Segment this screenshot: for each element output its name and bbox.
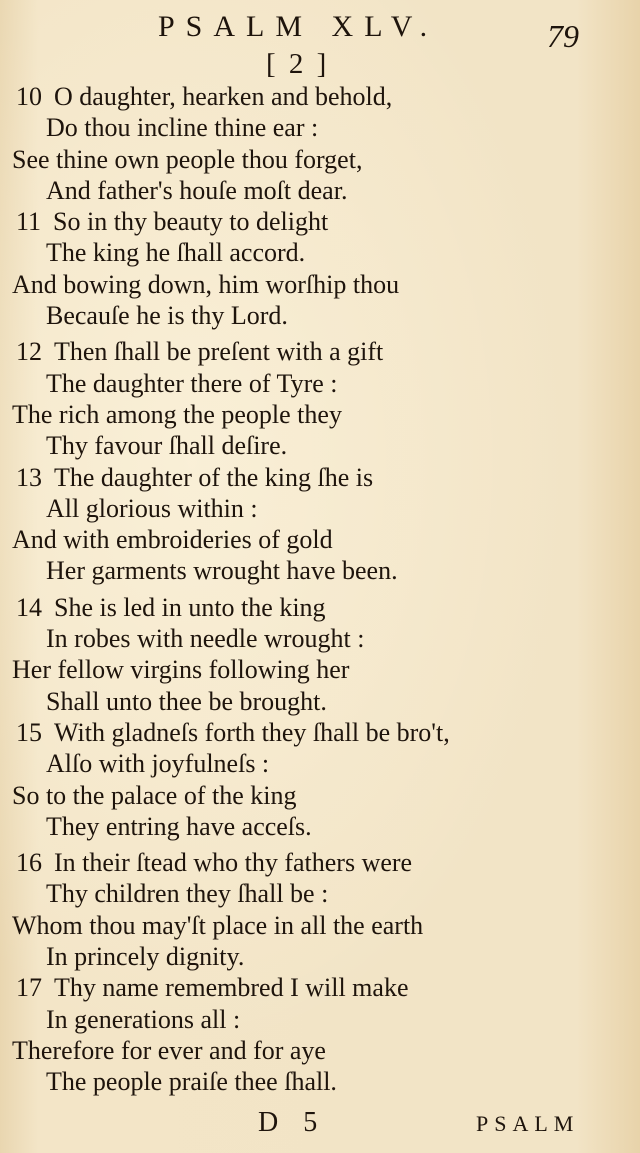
verse-line: Her fellow virgins following her (12, 655, 350, 685)
verse-line (0, 717, 640, 748)
verse-line: See thine own people thou forget, (12, 144, 363, 174)
stanza-11 (0, 206, 640, 331)
section-marker: [ 2 ] (266, 48, 330, 80)
verse-number: 11 (16, 207, 42, 237)
verse-number: 10 (16, 82, 42, 111)
verse-line: In princely dignity. (46, 942, 245, 972)
verse-line: The daughter there of Tyre : (46, 368, 338, 398)
verse-line: Her garments wrought have been. (46, 556, 398, 586)
verse-line: So to the palace of the king (12, 780, 297, 810)
verse-line (0, 81, 640, 112)
verse-text: Then ſhall be preſent with a gift (54, 337, 384, 367)
verse-line: Shall unto thee be brought. (46, 686, 327, 716)
verse-line (0, 847, 640, 878)
verse-line: And with embroideries of gold (12, 525, 333, 555)
verse-line: Becauſe he is thy Lord. (46, 301, 288, 331)
stanza-14 (0, 592, 640, 717)
verse-line: All glorious within : (46, 493, 258, 523)
verse-line: In robes with needle wrought : (46, 624, 365, 654)
verse-line: Alſo with joyfulneſs : (46, 749, 270, 779)
verse-number: 13 (16, 462, 42, 492)
verse-line: In generations all : (46, 1004, 241, 1034)
verse-number: 16 (16, 848, 42, 878)
verse-text: Thy name remembred I will make (54, 973, 409, 1003)
verse-line: They entring have acceſs. (46, 811, 312, 841)
verse-block (0, 81, 640, 1098)
catchword: PSALM (476, 1111, 580, 1136)
verse-line: Therefore for ever and for aye (12, 1035, 326, 1065)
verse-line: The rich among the people they (12, 399, 342, 429)
verse-number: 15 (16, 717, 42, 747)
verse-line (0, 592, 640, 623)
verse-text: The daughter of the king ſhe is (54, 462, 374, 492)
stanza-17 (0, 972, 640, 1097)
stanza-13 (0, 462, 640, 587)
verse-line (0, 462, 640, 493)
verse-line: And father's houſe moſt dear. (46, 175, 348, 205)
verse-line: Whom thou may'ſt place in all the earth (12, 910, 424, 940)
verse-line: Thy favour ſhall deſire. (46, 431, 288, 461)
verse-line (0, 972, 640, 1003)
verse-line: Do thou incline thine ear : (46, 113, 319, 143)
verse-text: In their ſtead who thy fathers were (54, 848, 413, 878)
verse-line (0, 206, 640, 237)
verse-line (0, 336, 640, 367)
verse-text: With gladneſs forth they ſhall be bro't, (54, 717, 450, 747)
stanza-10 (0, 81, 640, 206)
verse-number: 14 (16, 592, 42, 622)
verse-line: Thy children they ſhall be : (46, 879, 329, 909)
verse-line: And bowing down, him worſhip thou (12, 269, 400, 299)
verse-line: The king he ſhall accord. (46, 238, 306, 268)
verse-number: 12 (16, 337, 42, 367)
stanza-15 (0, 717, 640, 842)
verse-text: She is led in unto the king (54, 592, 326, 622)
verse-line: The people praiſe thee ſhall. (46, 1067, 337, 1097)
stanza-12 (0, 336, 640, 461)
verse-text: So in thy beauty to delight (53, 207, 329, 237)
running-head: PSALM XLV. (158, 10, 439, 43)
signature-mark: D 5 (258, 1107, 327, 1138)
verse-number: 17 (16, 973, 42, 1003)
verse-text: O daughter, hearken and behold, (54, 82, 393, 111)
page-number: 79 (547, 18, 579, 54)
stanza-16 (0, 847, 640, 972)
